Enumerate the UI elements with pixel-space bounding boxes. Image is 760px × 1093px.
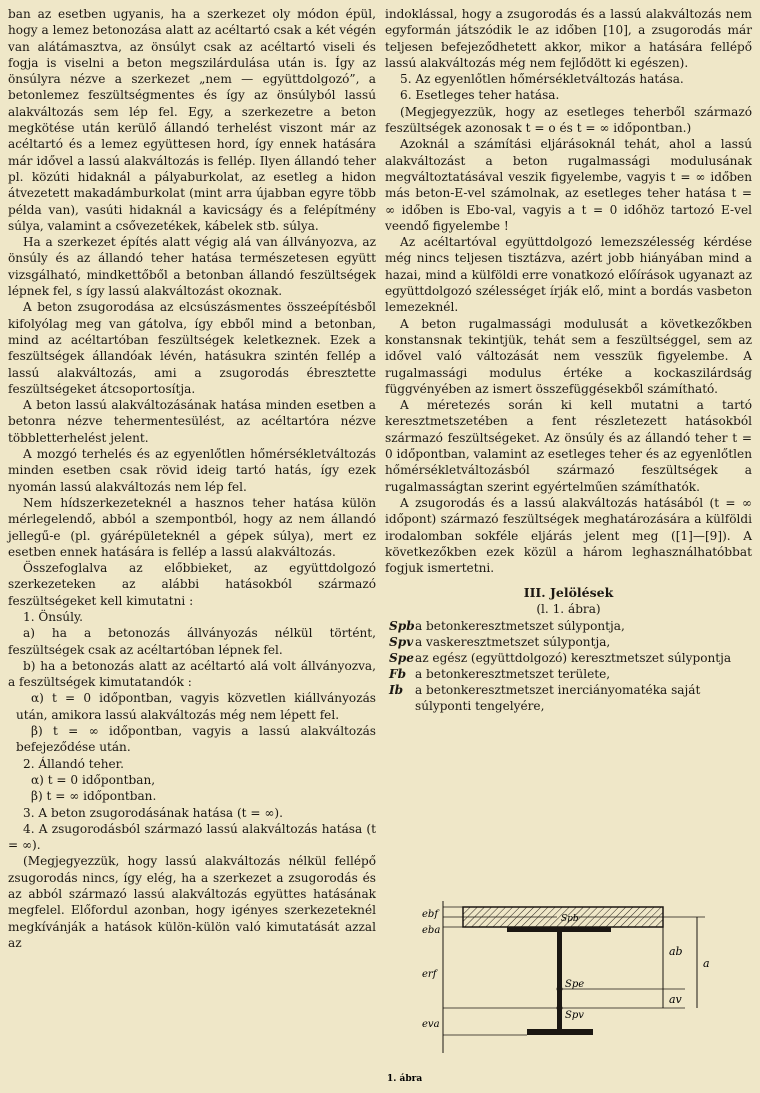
cross-section-figure	[385, 893, 752, 1089]
centroid-spe	[557, 986, 563, 992]
paragraph: A beton lassú alakváltozásának hatása minden esetben a betonra nézve tehermentesülést, az acéltartóra nézve többletterhelést jelent.	[8, 398, 376, 445]
list-item: β) t = ∞ időpontban.	[31, 789, 157, 804]
steel-web	[557, 932, 562, 1029]
list-item: α) t = 0 időpontban, vagyis közvetlen kiállványozás után, amikora lassú alakváltozás még nem lépett fel.	[16, 691, 376, 722]
definition-row	[385, 618, 752, 634]
list-item: α) t = 0 időpontban,	[31, 772, 156, 787]
paragraph: indoklással, hogy a zsugorodás és a lassú alakváltozás nem egyformán játszódik le az időben [10], a zsugorodás már teljesen befejeződhetett akkor, mikor a hatására fellépő lassú alakváltozás még nem fejlődött ki egészen).	[385, 7, 752, 70]
list-item: 1. Önsúly.	[23, 609, 84, 624]
definition-text: a betonkeresztmetszet súlypontja,	[415, 618, 625, 633]
definition-symbol: Spv	[389, 634, 414, 649]
label-ebf: ebf	[422, 909, 439, 920]
centroid-spv	[557, 1005, 563, 1011]
figure-caption: 1. ábra	[387, 1074, 423, 1084]
list-item: β) t = ∞ időpontban, vagyis a lassú alakváltozás befejeződése után.	[16, 724, 376, 755]
paragraph: A beton zsugorodása az elcsúszásmentes összeépítésből kifolyólag meg van gátolva, így ebből mind a betonban, mind az acéltartóban feszültségek keletkeznek. Ezek a feszültségek állandóak lévén, hatásukra szintén fellép a lassú alakváltozás, ami a zsugorodás ébresztette feszültségeket átcsoportosítja.	[8, 300, 376, 396]
right-column	[385, 6, 752, 714]
list-item: 3. A beton zsugorodásának hatása (t = ∞).	[23, 805, 283, 820]
paragraph: A zsugorodás és a lassú alakváltozás hatásából (t = ∞ időpont) származó feszültségek meghatározására a külföldi irodalomban sokféle eljárás jelent meg ([1]—[9]). A következőkben ezek közül a három leghasználhatóbbat fogjuk ismertetni.	[385, 495, 752, 576]
label-spb: Spb	[561, 914, 579, 924]
definition-text: a betonkeresztmetszet területe,	[415, 666, 611, 681]
label-a: a	[703, 957, 710, 970]
list-item: 5. Az egyenlőtlen hőmérsékletváltozás hatása.	[400, 72, 684, 87]
steel-bottom-flange	[527, 1029, 593, 1035]
definition-symbol: Ib	[389, 682, 404, 697]
definition-text: az egész (együttdolgozó) keresztmetszet súlypontja	[415, 650, 732, 665]
label-spv: Spv	[565, 1010, 584, 1021]
section-title: III. Jelölések	[523, 585, 614, 601]
definition-row	[385, 650, 752, 666]
list-item: b) ha a betonozás alatt az acéltartó alá volt állványozva, a feszültségek kimutatandók :	[8, 658, 376, 690]
definition-row	[385, 634, 752, 650]
list-item: 4. A zsugorodásból származó lassú alakváltozás hatása (t = ∞).	[8, 821, 376, 853]
list-item: 6. Esetleges teher hatása.	[400, 88, 560, 103]
paragraph: Ha a szerkezet építés alatt végig alá van állványozva, az önsúly és az állandó teher hatása természetesen együtt vizsgálható, mindkettőből a betonban állandó feszültségek lépnek fel, s így lassú alakváltozást okoznak.	[8, 235, 376, 299]
label-erf: erf	[422, 969, 437, 980]
section-subtitle: (l. 1. ábra)	[536, 602, 601, 617]
definition-symbol: Spb	[389, 618, 415, 633]
definition-text: a betonkeresztmetszet inerciányomatéka saját súlyponti tengelyére,	[415, 682, 701, 713]
definition-symbol: Spe	[389, 650, 414, 665]
paragraph: ban az esetben ugyanis, ha a szerkezet oly módon épül, hogy a lemez betonozása alatt az acéltartó csak a két végén van alátámasztva, az önsúlyt csak az acéltartó viseli és fogja is viselni a beton megszilárdulása után is. Így az önsúlyra nézve a szerkezet „nem — együttdolgozó”, a betonlemez feszültségmentes és így az önsúlyból lassú alakváltozás sem lép fel. Egy, a szerkezetre a beton megkötése után kerülő állandó terhelést viszont már az acéltartó és a lemez együttesen hord, így ennek hatására már idővel a lassú alakváltozás is fellép. Ilyen állandó teher pl. közúti hidaknál a pályaburkolat, az esetleg a hidon átvezetett makadámburkolat (mint arra újabban egyre több példa van), vasúti hidaknál a kavicságy és a felépítmény súlya, valamint a csővezetékek, kábelek stb. súlya.	[8, 7, 376, 233]
paragraph: Összefoglalva az előbbieket, az együttdolgozó szerkezeteken az alábbi hatásokból származó feszültségeket kell kimutatni :	[8, 561, 376, 608]
paragraph: (Megjegyezzük, hogy lassú alakváltozás nélkül fellépő zsugorodás nincs, így elég, ha a szerkezet a zsugorodás és az abból származó lassú alakváltozás együttes hatásának megfelel. Előfordul azonban, hogy igényes szerkezeteknél megkívánják a hatások külön-külön való kimutatását azzal az	[8, 854, 376, 950]
paragraph: Azoknál a számítási eljárásoknál tehát, ahol a lassú alakváltozást a beton rugalmassági modulusának megváltoztatásával veszik figyelembe, vagyis t = ∞ időben más beton-E-vel számolnak, az esetleges teher hatása t = ∞ időben is Ebo-val, vagyis a t = 0 időhöz tartozó E-vel veendő figyelembe !	[385, 137, 752, 233]
list-item: a) ha a betonozás állványozás nélkül történt, feszültségek csak az acéltartóban lépnek fel.	[8, 626, 376, 657]
left-column	[8, 6, 376, 951]
definition-row	[385, 666, 752, 682]
label-eva: eva	[422, 1019, 440, 1030]
label-spe: Spe	[565, 979, 585, 990]
label-eba: eba	[422, 925, 441, 936]
paragraph: Nem hídszerkezeteknél a hasznos teher hatása külön mérlegelendő, abból a szempontból, hogy az nem állandó jellegű-e (pl. gyárépületeknél a gépek súlya), mert ez esetben ennek hatására is fellép a lassú alakváltozás.	[8, 495, 376, 559]
definition-text: a vaskeresztmetszet súlypontja,	[415, 634, 611, 649]
list-item: 2. Állandó teher.	[23, 756, 124, 771]
paragraph: A beton rugalmassági modulusát a következőkben konstansnak tekintjük, tehát sem a feszültséggel, sem az idővel való változását nem vesszük figyelembe. A rugalmassági modulus értéke a kockaszilárdság függvényében az ismert összefüggésekből számítható.	[385, 316, 752, 396]
paragraph: A méretezés során ki kell mutatni a tartó keresztmetszetében a fent részletezett hatásokból származó feszültségeket. Az önsúly és az állandó teher t = 0 időpontban, valamint az esetleges teher és az egyenlőtlen hőmérsékletváltozásból származó feszültségek a rugalmasságtan szerint egyértelműen számíthatók.	[385, 398, 752, 494]
definition-row	[385, 682, 752, 714]
label-av: av	[669, 993, 682, 1006]
label-ab: ab	[669, 945, 683, 958]
paragraph: Az acéltartóval együttdolgozó lemezszélesség kérdése még nincs teljesen tisztázva, azért jobb hiányában mind a hazai, mind a külföldi erre vonatkozó előírások ugyanazt az együttdolgozó szélességet írják elő, mint a bordás vasbeton lemezeknél.	[385, 235, 752, 315]
steel-top-flange	[507, 927, 611, 932]
definition-symbol: Fb	[389, 666, 407, 681]
paragraph: A mozgó terhelés és az egyenlőtlen hőmérsékletváltozás minden esetben csak rövid ideig tartó hatás, így ezek nyomán lassú alakváltozás nem lép fel.	[8, 447, 376, 494]
paragraph: (Megjegyezzük, hogy az esetleges teherből származó feszültségek azonosak t = o és t = ∞ időpontban.)	[385, 104, 752, 136]
